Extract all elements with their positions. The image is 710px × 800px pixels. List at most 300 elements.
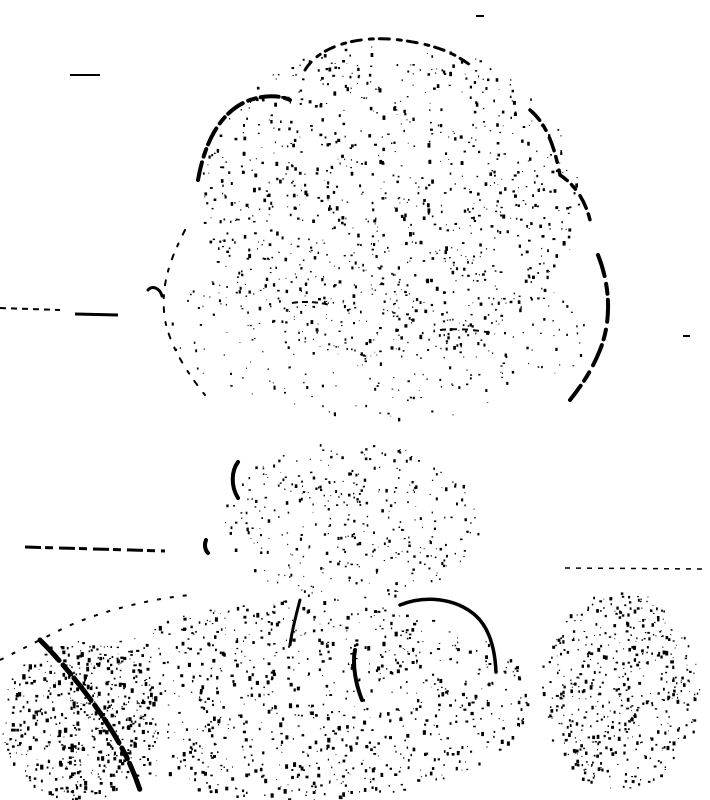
stipple-dot (347, 562, 348, 563)
stipple-dot (437, 648, 440, 650)
stipple-dot (298, 715, 300, 717)
stipple-dot (84, 711, 86, 713)
stipple-dot (253, 188, 256, 193)
stipple-dot (221, 769, 222, 770)
stipple-dot (536, 175, 538, 177)
stipple-dot (114, 684, 117, 686)
stipple-dot (29, 746, 32, 750)
stipple-dot (392, 389, 394, 390)
stipple-dot (76, 786, 78, 789)
stipple-dot (338, 354, 339, 355)
stipple-dot (252, 739, 253, 741)
stipple-dot (656, 607, 658, 610)
stipple-dot (220, 613, 221, 614)
stipple-dot (570, 680, 571, 681)
stipple-dot (561, 221, 563, 223)
stipple-dot (631, 776, 633, 777)
stipple-dot (397, 114, 398, 115)
stipple-dot (604, 716, 605, 718)
stipple-dot (199, 675, 200, 677)
stipple-dot (282, 146, 283, 148)
stipple-dot (352, 228, 353, 229)
stipple-dot (338, 537, 340, 540)
stipple-dot (309, 497, 310, 498)
stipple-dot (380, 626, 382, 627)
stipple-dot (377, 267, 379, 268)
stipple-dot (420, 241, 423, 245)
stipple-dot (200, 689, 203, 692)
stipple-dot (263, 199, 266, 203)
stipple-dot (363, 486, 365, 488)
stipple-dot (435, 346, 436, 347)
stipple-dot (491, 225, 494, 228)
stipple-dot (29, 780, 31, 782)
stipple-dot (650, 609, 652, 612)
stipple-dot (245, 721, 247, 724)
stipple-dot (430, 122, 432, 124)
stipple-dot (249, 489, 251, 491)
stipple-dot (460, 561, 461, 563)
stipple-dot (20, 724, 22, 727)
stipple-dot (417, 779, 420, 782)
stipple-dot (383, 309, 384, 311)
stipple-dot (6, 743, 8, 745)
stipple-dot (641, 649, 644, 652)
stipple-dot (493, 171, 495, 174)
stipple-dot (356, 658, 358, 659)
stipple-dot (250, 269, 252, 270)
stipple-dot (379, 715, 381, 718)
stipple-dot (662, 750, 663, 751)
stipple-dot (107, 667, 110, 670)
stipple-dot (596, 706, 597, 707)
stipple-dot (320, 346, 321, 347)
stipple-dot (246, 792, 248, 794)
stipple-dot (420, 547, 421, 548)
stipple-dot (661, 673, 663, 675)
stipple-dot (556, 639, 557, 640)
stipple-dot (512, 736, 515, 740)
stipple-dot (380, 673, 381, 674)
stipple-dot (118, 654, 119, 655)
stipple-dot (559, 329, 560, 331)
stipple-dot (388, 540, 391, 543)
stipple-dot (9, 753, 11, 755)
stipple-dot (568, 228, 571, 231)
stipple-dot (538, 366, 540, 368)
stipple-dot (582, 665, 584, 668)
stipple-dot (200, 648, 202, 650)
stipple-dot (365, 554, 368, 556)
stipple-dot (323, 297, 325, 300)
stipple-dot (559, 670, 560, 671)
stipple-dot (298, 339, 300, 341)
stipple-dot (444, 301, 447, 304)
stipple-dot (243, 605, 245, 607)
stipple-dot (412, 242, 413, 243)
stipple-dot (12, 678, 14, 680)
stipple-dot (393, 316, 394, 318)
stipple-dot (379, 267, 382, 269)
stipple-dot (187, 300, 189, 302)
stipple-dot (300, 151, 302, 153)
stipple-dot (605, 674, 607, 676)
stipple-dot (406, 615, 409, 618)
stipple-dot (247, 695, 248, 697)
stipple-dot (383, 607, 384, 609)
stipple-dot (311, 129, 313, 131)
stipple-dot (244, 656, 245, 657)
stipple-dot (232, 766, 233, 767)
stipple-dot (233, 683, 236, 686)
stipple-dot (225, 266, 226, 267)
stipple-dot (183, 739, 184, 740)
stipple-dot (438, 734, 439, 735)
stipple-dot (320, 624, 321, 625)
stipple-dot (261, 630, 263, 632)
stipple-dot (116, 788, 118, 791)
stipple-dot (411, 712, 413, 715)
stipple-dot (382, 197, 385, 200)
stipple-dot (480, 228, 482, 230)
stipple-dot (399, 203, 400, 204)
stipple-dot (249, 291, 251, 294)
stipple-dot (345, 744, 347, 746)
stipple-dot (112, 708, 113, 709)
stipple-dot (98, 776, 100, 777)
stipple-dot (693, 719, 696, 721)
stipple-dot (650, 758, 651, 760)
stipple-dot (103, 770, 106, 773)
stipple-dot (334, 345, 335, 346)
stipple-dot (84, 781, 87, 786)
stipple-dot (300, 538, 302, 541)
stipple-dot (179, 651, 180, 652)
stipple-dot (429, 109, 430, 111)
stipple-dot (215, 744, 217, 745)
stipple-dot (626, 630, 629, 632)
stipple-dot (113, 715, 115, 716)
stipple-dot (619, 643, 620, 644)
stipple-dot (132, 723, 134, 725)
stipple-dot (110, 774, 112, 778)
stipple-dot (22, 734, 23, 735)
stipple-dot (408, 199, 409, 201)
stipple-dot (261, 618, 263, 619)
stipple-dot (264, 483, 265, 485)
stipple-dot (465, 761, 466, 762)
stipple-dot (106, 767, 107, 768)
stipple-dot (642, 653, 643, 655)
stipple-dot (463, 356, 464, 357)
stipple-dot (371, 616, 372, 618)
stipple-dot (407, 400, 409, 402)
stipple-dot (372, 786, 374, 789)
stipple-dot (468, 305, 469, 306)
stipple-dot (480, 60, 483, 62)
stipple-dot (409, 634, 412, 636)
stipple-dot (400, 336, 403, 339)
stipple-dot (593, 597, 595, 600)
stipple-dot (33, 736, 35, 739)
stipple-dot (673, 757, 675, 759)
stipple-dot (528, 363, 529, 364)
stipple-dot (571, 669, 572, 671)
stipple-dot (299, 137, 300, 138)
stipple-dot (99, 657, 102, 660)
stipple-dot (436, 575, 437, 576)
stipple-dot (242, 308, 244, 309)
stipple-dot (137, 702, 139, 704)
stipple-dot (70, 700, 71, 701)
stipple-dot (338, 711, 340, 712)
stipple-dot (474, 517, 476, 518)
stipple-dot (564, 686, 566, 689)
stipple-dot (685, 658, 687, 660)
stipple-dot (469, 651, 472, 654)
stipple-dot (216, 687, 218, 689)
stipple-dot (143, 647, 145, 649)
stipple-dot (414, 491, 415, 493)
stipple-dot (351, 337, 353, 339)
stipple-dot (576, 722, 578, 726)
stipple-dot (365, 745, 368, 748)
stipple-dot (177, 666, 179, 669)
stipple-dot (397, 591, 398, 592)
stipple-dot (579, 342, 580, 343)
stipple-dot (388, 517, 389, 519)
stipple-dot (142, 700, 144, 703)
stipple-dot (614, 611, 615, 612)
stipple-dot (450, 723, 451, 724)
stipple-dot (380, 266, 382, 268)
stipple-dot (484, 126, 485, 127)
stipple-dot (516, 666, 519, 669)
stipple-dot (417, 699, 419, 702)
stipple-dot (226, 505, 228, 508)
stipple-dot (394, 590, 396, 592)
stipple-dot (484, 279, 486, 281)
stipple-dot (608, 644, 609, 645)
stipple-dot (487, 684, 490, 686)
stipple-dot (353, 520, 355, 523)
stipple-dot (675, 648, 676, 649)
stipple-dot (456, 503, 458, 506)
stipple-dot (357, 65, 358, 66)
stipple-dot (222, 652, 225, 656)
stipple-dot (641, 742, 643, 744)
stipple-dot (267, 477, 268, 478)
stipple-dot (471, 314, 473, 316)
stipple-dot (424, 548, 425, 549)
stipple-dot (391, 143, 392, 145)
stipple-dot (126, 776, 128, 778)
stipple-dot (80, 708, 82, 710)
stipple-dot (115, 776, 116, 777)
stipple-dot (584, 772, 586, 775)
stipple-dot (463, 556, 464, 557)
stipple-dot (204, 349, 205, 350)
stipple-dot (118, 664, 119, 665)
stipple-dot (256, 681, 259, 685)
stipple-dot (324, 495, 325, 497)
stipple-dot (301, 715, 303, 717)
stipple-dot (341, 321, 343, 323)
stipple-dot (320, 784, 323, 786)
stipple-dot (578, 204, 580, 206)
stipple-dot (283, 647, 285, 650)
stipple-dot (681, 677, 684, 680)
stipple-dot (473, 217, 475, 220)
stipple-dot (379, 489, 380, 491)
stipple-dot (35, 722, 37, 725)
stipple-dot (328, 759, 329, 761)
stipple-dot (408, 380, 410, 382)
stipple-dot (614, 711, 616, 714)
stipple-dot (356, 161, 358, 162)
stipple-dot (47, 661, 48, 662)
stipple-dot (351, 564, 353, 566)
stipple-dot (453, 414, 454, 415)
stipple-dot (298, 238, 300, 240)
stipple-dot (122, 739, 124, 740)
stipple-dot (343, 760, 346, 763)
stipple-dot (582, 725, 584, 727)
stipple-dot (489, 663, 492, 665)
stipple-dot (366, 97, 367, 98)
stipple-dot (239, 201, 240, 202)
stipple-dot (456, 767, 458, 771)
stipple-dot (342, 738, 344, 741)
stipple-dot (268, 621, 271, 623)
stipple-dot (386, 499, 388, 501)
stipple-dot (210, 721, 212, 722)
stipple-dot (432, 674, 434, 676)
stipple-dot (368, 134, 371, 137)
stipple-dot (341, 216, 344, 219)
stipple-dot (271, 257, 273, 259)
stipple-dot (269, 538, 270, 539)
stipple-dot (440, 108, 442, 111)
stipple-dot (50, 735, 51, 736)
stipple-dot (350, 647, 352, 649)
stipple-dot (460, 351, 462, 353)
stipple-dot (222, 185, 223, 187)
stipple-dot (445, 691, 448, 694)
stipple-dot (197, 729, 198, 730)
stipple-dot (613, 658, 614, 660)
stipple-dot (443, 565, 445, 567)
stipple-dot (317, 197, 320, 199)
stipple-dot (309, 765, 311, 766)
stipple-dot (15, 697, 17, 700)
stipple-dot (387, 537, 389, 539)
stipple-dot (354, 252, 355, 253)
stipple-dot (202, 748, 203, 749)
stipple-dot (455, 223, 458, 225)
stipple-dot (434, 520, 436, 522)
stipple-dot (332, 642, 335, 646)
stipple-dot (408, 227, 409, 228)
stipple-dot (98, 663, 100, 665)
stipple-dot (332, 747, 335, 750)
stipple-dot (434, 683, 436, 685)
stipple-dot (378, 87, 380, 89)
stipple-dot (657, 730, 660, 734)
stipple-dot (218, 247, 220, 250)
stipple-dot (394, 746, 396, 747)
stipple-dot (469, 211, 471, 213)
stipple-dot (97, 728, 99, 729)
stipple-dot (517, 171, 520, 174)
stipple-dot (399, 197, 401, 199)
stipple-dot (501, 298, 502, 299)
stipple-dot (465, 518, 467, 521)
stipple-dot (475, 333, 476, 335)
stipple-dot (474, 509, 475, 510)
stipple-dot (583, 324, 585, 326)
stipple-dot (111, 684, 113, 685)
stipple-dot (55, 778, 57, 781)
stipple-dot (543, 298, 545, 299)
stipple-dot (108, 754, 110, 756)
stipple-dot (307, 610, 309, 613)
stipple-dot (270, 306, 271, 308)
stipple-dot (348, 514, 349, 516)
stipple-dot (503, 720, 504, 721)
stipple-dot (427, 53, 428, 54)
stipple-dot (507, 661, 508, 663)
stipple-dot (249, 634, 250, 635)
stipple-dot (275, 142, 276, 144)
stipple-dot (455, 183, 456, 185)
stipple-dot (76, 705, 79, 707)
stipple-dot (461, 345, 462, 347)
stipple-dot (337, 779, 338, 780)
stipple-dot (493, 736, 494, 738)
stipple-dot (344, 551, 346, 553)
stipple-dot (311, 396, 313, 397)
stipple-dot (365, 342, 368, 345)
stipple-dot (468, 325, 469, 327)
stipple-dot (246, 296, 248, 297)
stipple-dot (8, 689, 9, 690)
stipple-dot (410, 224, 412, 226)
stipple-dot (371, 689, 373, 692)
stipple-dot (318, 487, 319, 489)
stipple-dot (74, 691, 76, 693)
stipple-dot (183, 618, 186, 621)
stipple-dot (640, 601, 642, 602)
stipple-dot (403, 110, 405, 113)
stipple-dot (102, 727, 104, 728)
stipple-dot (68, 762, 70, 764)
stipple-dot (444, 750, 446, 753)
stipple-dot (408, 545, 411, 548)
stipple-dot (236, 664, 239, 668)
stipple-dot (289, 608, 290, 609)
stipple-dot (523, 718, 524, 720)
stipple-dot (134, 662, 135, 663)
stipple-dot (276, 713, 277, 714)
stipple-dot (424, 310, 427, 314)
stipple-dot (233, 727, 235, 729)
stipple-dot (668, 730, 669, 731)
stipple-dot (314, 256, 317, 259)
stipple-dot (68, 654, 70, 657)
stipple-dot (568, 754, 569, 755)
stipple-dot (75, 748, 76, 749)
